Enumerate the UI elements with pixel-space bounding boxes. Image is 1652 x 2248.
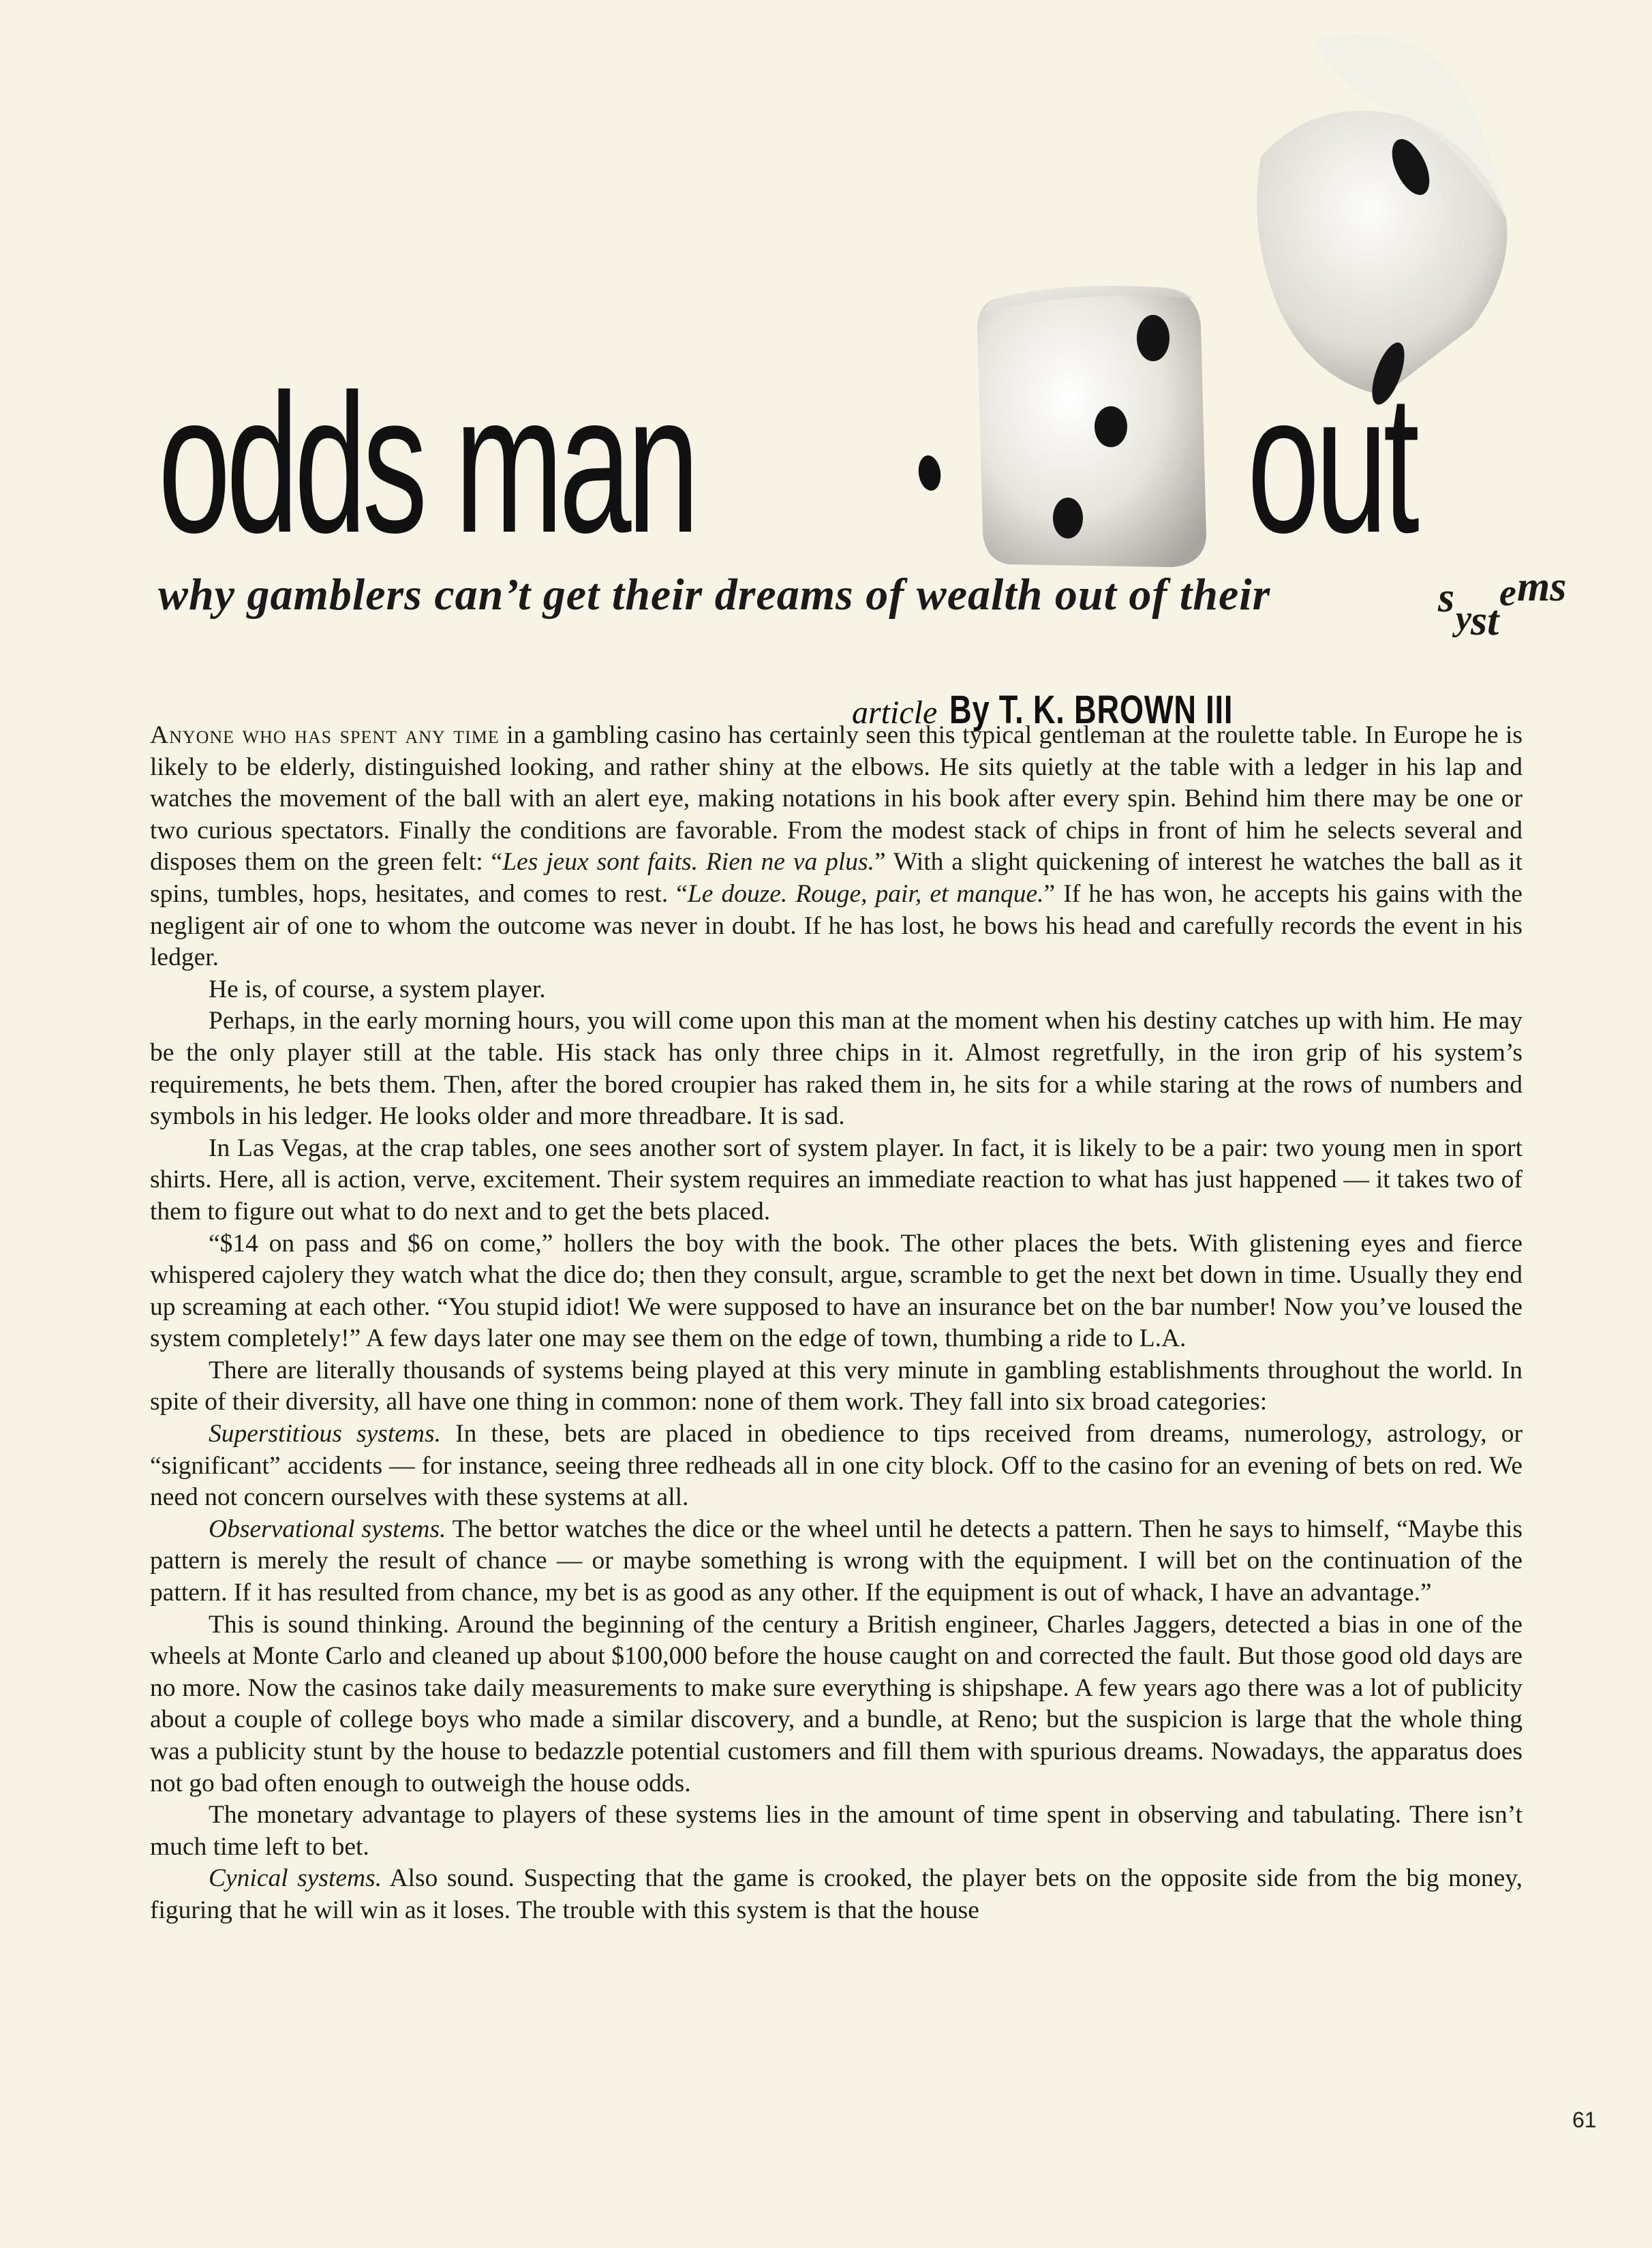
paragraph-text: ” With a slight quickening of interest he watches the ball as it spins, tumbles, hops, hesitates, and comes to rest. “ <box>150 848 1523 908</box>
paragraph: Perhaps, in the early morning hours, you will come upon this man at the moment when his destiny catches up with him. He may be the only player still at the table. His stack has only three chips in it. Almost regretfully, in the iron grip of his system’s requirements, he bets them. Then, after the bored croupier has raked them in, he sits for a while staring at the rows of numbers and symbols in his ledger. He looks older and more threadbare. It is sad. <box>150 1007 1523 1131</box>
paragraph: This is sound thinking. Around the beginning of the century a British engineer, Charles Jaggers, detected a bias in one of the wheels at Monte Carlo and cleaned up about $100,000 before the house caught on and corrected the fault. But those good old days are no more. Now the casinos take daily measurements to make sure everything is shipshape. A few years ago there was a lot of publicity about a couple of college boys who made a similar discovery, and a bundle, at Reno; but the suspicion is large that the whole thing was a publicity stunt by the house to bedazzle potential customers and fill them with spurious dreams. Nowadays, the apparatus does not go bad often enough to outweigh the house odds. <box>150 1610 1523 1797</box>
die-icon <box>1257 33 1507 409</box>
paragraph-text: In these, bets are placed in obedience to tips received from dreams, numerology, astrology, or “significant” accidents — for instance, seeing three redheads all in one city block. Off to the casino for an evening of bets on red. We need not concern ourselves with these systems at all. <box>150 1420 1523 1512</box>
french-quote: Les jeux sont faits. Rien ne va plus. <box>502 848 875 877</box>
paragraph <box>150 1514 1523 1609</box>
die-icon <box>977 286 1206 567</box>
paragraph-text: in a gambling casino has certainly seen this typical gentleman at the roulette table. In Europe he is likely to be elderly, distinguished looking, and rather shiny at the elbows. He sits quietly at the table with a ledger in his lap and watches the movement of the ball with an alert eye, making notations in his book after every spin. Behind him there may be one or two curious spectators. Finally the conditions are favorable. From the modest stack of chips in front of him he selects several and disposes them on the green felt: “ <box>150 721 1523 877</box>
paragraph <box>150 1418 1523 1514</box>
lead-in: Anyone who has spent any time <box>150 721 500 749</box>
french-quote: Le douze. Rouge, pair, et manque. <box>687 879 1044 908</box>
paragraph: In Las Vegas, at the crap tables, one sees another sort of system player. In fact, it is likely to be a pair: two young men in sport shirts. Here, all is action, verve, excitement. Their system requires an immediate reaction to what has just happened — it takes two of them to figure out what to do next and to get the bets placed. <box>150 1134 1523 1226</box>
byline-author: By T. K. BROWN III <box>949 688 1234 732</box>
subtitle: why gamblers can’t get their dreams of wealth out of their <box>158 570 1271 620</box>
title-out: out <box>1247 353 1416 574</box>
category-heading: Observational systems. <box>209 1515 446 1543</box>
title-odds-man: odds man <box>158 353 695 574</box>
category-heading: Cynical systems. <box>209 1864 382 1893</box>
subtitle-systems-letter: s <box>1438 575 1455 621</box>
subtitle-systems-letter: st <box>1471 598 1499 644</box>
paragraph: He is, of course, a system player. <box>209 975 546 1003</box>
page-number: 61 <box>1572 2108 1597 2132</box>
paragraph <box>150 720 1523 974</box>
paragraph-text: ” If he has won, he accepts his gains with the negligent air of one to whom the outcome was never in doubt. If he has lost, he bows his head and carefully records the event in his ledger. <box>150 879 1523 972</box>
paragraph-text: Also sound. Suspecting that the game is crooked, the player bets on the opposite side from the big money, figuring that he will win as it loses. The trouble with this system is that the house <box>150 1864 1523 1924</box>
category-heading: Superstitious systems. <box>209 1420 441 1448</box>
subtitle-systems-letter: e <box>1499 572 1516 614</box>
paragraph-text: The bettor watches the dice or the wheel until he detects a pattern. Then he says to himself, “Maybe this pattern is merely the result of chance — or maybe something is wrong with the equipment. I will bet on the continuation of the pattern. If it has resulted from chance, my bet is as good as any other. If the equipment is out of whack, I have an advantage.” <box>150 1515 1523 1607</box>
subtitle-systems-letter: ms <box>1517 564 1567 610</box>
subtitle-systems-letter: y <box>1456 599 1472 638</box>
paragraph: The monetary advantage to players of these systems lies in the amount of time spent in observing and tabulating. There isn’t much time left to bet. <box>150 1801 1523 1861</box>
article-body <box>150 720 1523 1927</box>
paragraph: “$14 on pass and $6 on come,” hollers the boy with the book. The other places the bets. With glistening eyes and fierce whispered cajolery they watch what the dice do; then they consult, argue, scramble to get the next bet down in time. Usually they end up screaming at each other. “You stupid idiot! We were supposed to have an insurance bet on the bar number! Now you’ve loused the system completely!” A few days later one may see them on the edge of town, thumbing a ride to L.A. <box>150 1229 1523 1353</box>
paragraph: There are literally thousands of systems being played at this very minute in gambling establishments throughout the world. In spite of their diversity, all have one thing in common: none of them work. They fall into six broad categories: <box>150 1356 1523 1416</box>
byline-kind: article <box>852 695 938 731</box>
paragraph <box>150 1863 1523 1926</box>
dice-illustration <box>934 14 1547 573</box>
